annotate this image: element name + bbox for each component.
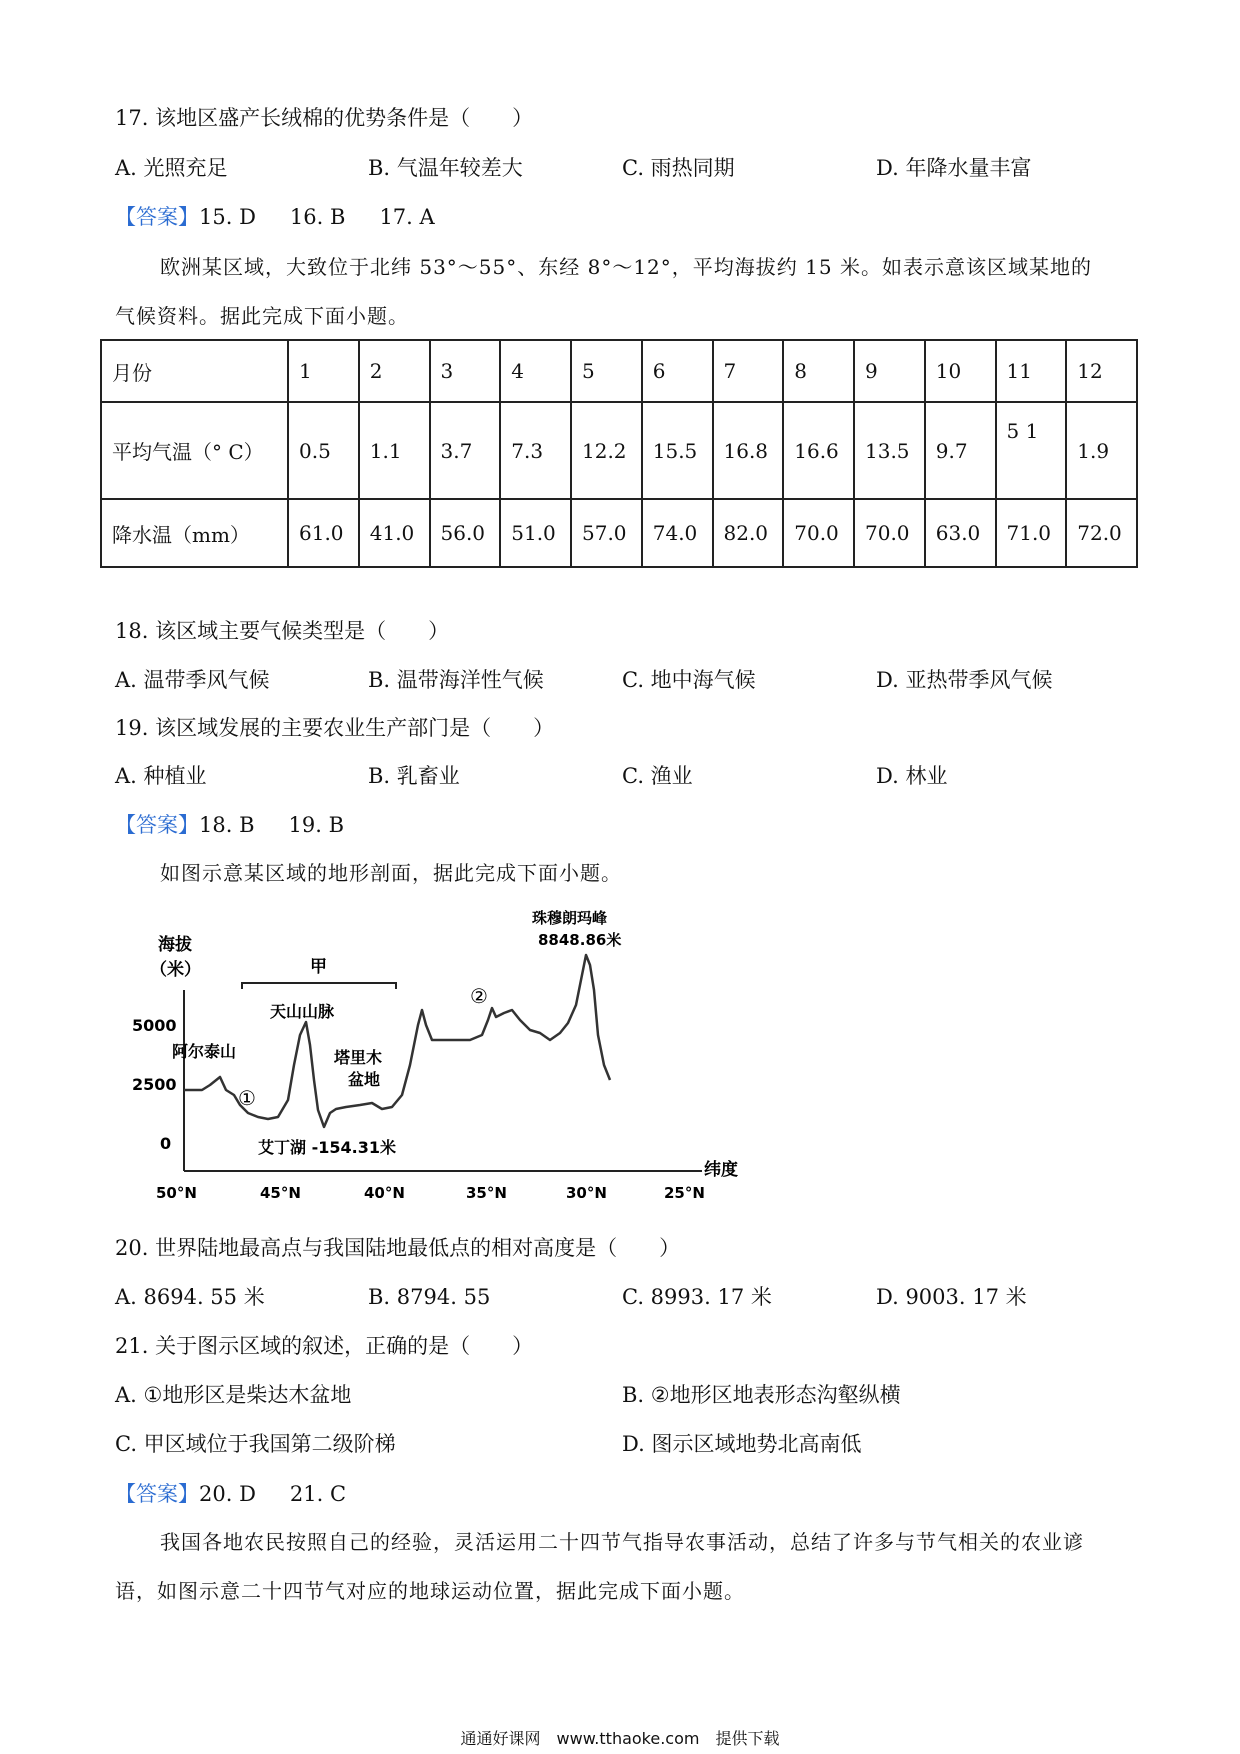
q18-option-b: B. 温带海洋性气候 (368, 668, 544, 692)
table-row-temperature (101, 402, 1137, 499)
marker-2: ② (470, 984, 488, 1008)
table-cell: 82.0 (713, 499, 784, 567)
q19-option-c: C. 渔业 (622, 764, 693, 788)
x-tick-label: 40°N (364, 1184, 405, 1202)
table-cell: 4 (500, 340, 571, 402)
climate-table (100, 339, 1138, 568)
x-tick-label: 45°N (260, 1184, 301, 1202)
q21-option-c: C. 甲区域位于我国第二级阶梯 (115, 1432, 396, 1456)
answer-label: 【答案】 (115, 813, 199, 837)
page-footer: 通通好课网 www.tthaoke.com 提供下载 (460, 1729, 780, 1748)
table-cell: 8 (783, 340, 854, 402)
q21-option-a: A. ①地形区是柴达木盆地 (115, 1383, 352, 1407)
answer-item: 15. D (199, 205, 256, 229)
table-cell: 11 (996, 340, 1067, 402)
terrain-profile-figure (120, 895, 770, 1215)
table-cell: 61.0 (288, 499, 359, 567)
table-cell: 16.6 (783, 402, 854, 499)
table-cell: 平均气温（° C） (101, 402, 288, 499)
y-tick-label: 2500 (132, 1075, 177, 1094)
table-cell: 12.2 (571, 402, 642, 499)
table-cell: 12 (1066, 340, 1137, 402)
intro-paragraph-2-line-1: 欧洲某区域，大致位于北纬 53°～55°、东经 8°～12°，平均海拔约 15 米。如表示意该区域某地的 (160, 255, 1092, 279)
table-row-header (101, 340, 1137, 402)
table-cell: 0.5 (288, 402, 359, 499)
answer-block-2 (115, 810, 344, 840)
table-cell: 2 (359, 340, 430, 402)
table-cell: 1.9 (1066, 402, 1137, 499)
x-tick-label: 50°N (156, 1184, 197, 1202)
marker-1: ① (238, 1086, 256, 1110)
answer-label: 【答案】 (115, 1482, 199, 1506)
table-cell: 71.0 (996, 499, 1067, 567)
table-cell: 51.0 (500, 499, 571, 567)
q17-option-a: A. 光照充足 (115, 156, 228, 180)
table-row-precipitation (101, 499, 1137, 567)
table-cell: 74.0 (642, 499, 713, 567)
label-everest-name: 珠穆朗玛峰 (532, 909, 608, 927)
table-cell: 70.0 (783, 499, 854, 567)
q19-stem: 19. 该区域发展的主要农业生产部门是（ ） (115, 716, 555, 740)
q17-option-b: B. 气温年较差大 (368, 156, 523, 180)
intro-paragraph-4-line-1: 我国各地农民按照自己的经验，灵活运用二十四节气指导农事活动，总结了许多与节气相关的农业谚 (160, 1530, 1084, 1554)
table-cell: 57.0 (571, 499, 642, 567)
q21-stem: 21. 关于图示区域的叙述，正确的是（ ） (115, 1334, 534, 1358)
intro-paragraph-3: 如图示意某区域的地形剖面，据此完成下面小题。 (160, 861, 622, 885)
answer-item: 19. B (288, 813, 345, 837)
table-cell: 5 (571, 340, 642, 402)
x-tick-label: 30°N (566, 1184, 607, 1202)
table-cell: 10 (925, 340, 996, 402)
table-cell: 1 (288, 340, 359, 402)
label-aiding-lake: 艾丁湖 -154.31米 (258, 1138, 396, 1157)
table-cell: 1.1 (359, 402, 430, 499)
q17-option-c: C. 雨热同期 (622, 156, 735, 180)
q17-stem: 17. 该地区盛产长绒棉的优势条件是（ ） (115, 106, 534, 130)
answer-item: 16. B (289, 205, 346, 229)
table-cell: 15.5 (642, 402, 713, 499)
y-axis-unit: （米） (150, 960, 201, 980)
y-tick-label: 0 (160, 1134, 172, 1153)
q18-option-a: A. 温带季风气候 (115, 668, 270, 692)
x-tick-label: 25°N (664, 1184, 705, 1202)
table-cell: 41.0 (359, 499, 430, 567)
table-cell: 3.7 (430, 402, 501, 499)
answer-item: 21. C (289, 1482, 347, 1506)
table-cell: 7.3 (500, 402, 571, 499)
q19-option-b: B. 乳畜业 (368, 764, 460, 788)
answer-item: 20. D (199, 1482, 256, 1506)
answer-block-1 (115, 202, 435, 232)
intro-paragraph-4-line-2: 语，如图示意二十四节气对应的地球运动位置，据此完成下面小题。 (115, 1579, 745, 1603)
y-axis-label: 海拔 (158, 935, 192, 955)
q18-stem: 18. 该区域主要气候类型是（ ） (115, 619, 450, 643)
table-cell: 6 (642, 340, 713, 402)
x-axis-label: 纬度 (704, 1160, 738, 1180)
table-cell: 月份 (101, 340, 288, 402)
table-cell: 9 (854, 340, 925, 402)
y-tick-label: 5000 (132, 1016, 177, 1035)
x-tick-label: 35°N (466, 1184, 507, 1202)
q21-option-b: B. ②地形区地表形态沟壑纵横 (622, 1383, 901, 1407)
table-cell: 56.0 (430, 499, 501, 567)
label-tarim-1: 塔里木 (334, 1048, 383, 1067)
answer-label: 【答案】 (115, 205, 199, 229)
label-altai: 阿尔泰山 (172, 1042, 237, 1061)
label-everest-height: 8848.86米 (538, 931, 622, 949)
q18-option-d: D. 亚热带季风气候 (876, 668, 1053, 692)
table-cell: 13.5 (854, 402, 925, 499)
q20-option-a: A. 8694. 55 米 (115, 1285, 265, 1309)
table-cell: 16.8 (713, 402, 784, 499)
answer-item: 17. A (379, 205, 435, 229)
q20-stem: 20. 世界陆地最高点与我国陆地最低点的相对高度是（ ） (115, 1236, 681, 1260)
table-cell: 5 1 (996, 402, 1067, 499)
table-cell: 70.0 (854, 499, 925, 567)
table-cell: 3 (430, 340, 501, 402)
q20-option-b: B. 8794. 55 (368, 1285, 491, 1309)
q17-option-d: D. 年降水量丰富 (876, 156, 1032, 180)
region-bracket-label: 甲 (310, 957, 327, 977)
answer-block-3 (115, 1479, 346, 1509)
q21-option-d: D. 图示区域地势北高南低 (622, 1432, 862, 1456)
label-tianshan: 天山山脉 (270, 1002, 335, 1021)
intro-paragraph-2-line-2: 气候资料。据此完成下面小题。 (115, 304, 409, 328)
region-bracket (242, 983, 396, 989)
q20-option-d: D. 9003. 17 米 (876, 1285, 1027, 1309)
table-cell: 9.7 (925, 402, 996, 499)
label-tarim-2: 盆地 (348, 1070, 381, 1089)
q18-option-c: C. 地中海气候 (622, 668, 756, 692)
q20-option-c: C. 8993. 17 米 (622, 1285, 772, 1309)
table-cell: 降水温（mm） (101, 499, 288, 567)
table-cell: 72.0 (1066, 499, 1137, 567)
q19-option-a: A. 种植业 (115, 764, 207, 788)
table-cell: 7 (713, 340, 784, 402)
q19-option-d: D. 林业 (876, 764, 948, 788)
answer-item: 18. B (199, 813, 255, 837)
table-cell: 63.0 (925, 499, 996, 567)
